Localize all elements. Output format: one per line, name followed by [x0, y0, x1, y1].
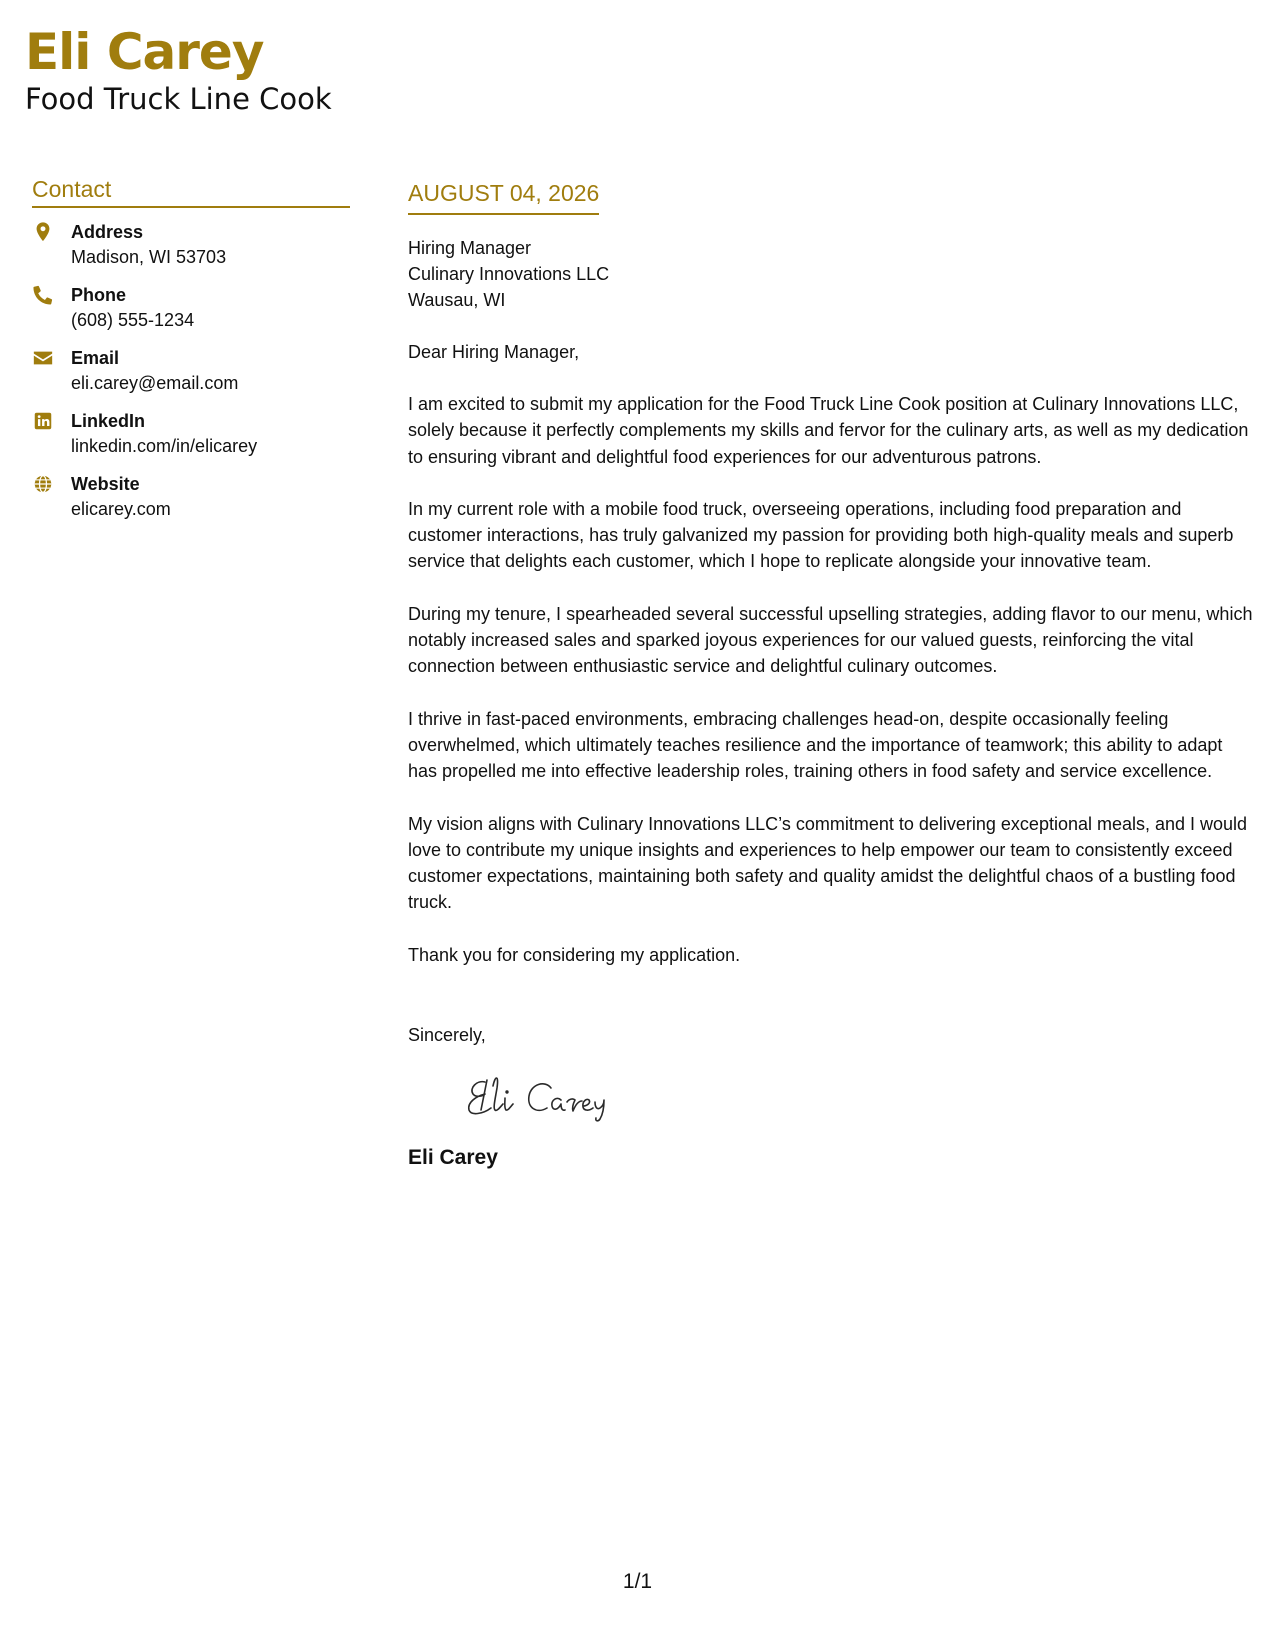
signoff: Sincerely,: [408, 1024, 486, 1045]
applicant-name: Eli Carey: [25, 23, 264, 81]
website-value[interactable]: elicarey.com: [71, 499, 171, 519]
handwritten-signature: [463, 1066, 663, 1124]
signer-name: Eli Carey: [408, 1145, 498, 1169]
contact-list: [32, 220, 350, 535]
contact-label: Address: [71, 222, 144, 242]
letter-paragraph: I am excited to submit my application for the Food Truck Line Cook position at Culinary Innovations LLC, solely because it perfectly complements my skills and fervor for the culinary arts, as well as my dedication to ensuring vibrant and delightful food experiences for our adventurous patrons.: [408, 394, 1249, 467]
contact-label: Phone: [71, 285, 127, 305]
recipient-location: Wausau, WI: [408, 290, 506, 310]
letter-paragraph: I thrive in fast-paced environments, embracing challenges head-on, despite occasionally feeling overwhelmed, which ultimately teaches resilience and the importance of teamwork; this ability to adapt has propelled me into effective leadership roles, training others in food safety and service excellence.: [408, 708, 1223, 782]
letter-body: [408, 178, 1253, 1172]
linkedin-value[interactable]: linkedin.com/in/elicarey: [71, 436, 258, 456]
contact-item-address: [32, 220, 350, 283]
job-title: Food Truck Line Cook: [25, 82, 332, 116]
contact-item-phone: [32, 283, 350, 346]
salutation: Dear Hiring Manager,: [408, 342, 580, 362]
phone-value: (608) 555-1234: [71, 310, 195, 330]
contact-label: LinkedIn: [71, 411, 146, 431]
contact-item-email: [32, 346, 350, 409]
closing-line: Thank you for considering my application.: [408, 944, 741, 965]
phone-icon: [32, 284, 54, 306]
letter-paragraph: In my current role with a mobile food truck, overseeing operations, including food preparation and customer interactions, has truly galvanized my passion for providing both high-quality meals and superb service that delights each customer, which I hope to replicate alongside your innovative team.: [408, 498, 1234, 572]
contact-label: Email: [71, 348, 120, 368]
contact-sidebar: [32, 174, 350, 535]
envelope-icon: [32, 347, 54, 369]
contact-label: Website: [71, 474, 140, 494]
letter-paragraph: My vision aligns with Culinary Innovations LLC’s commitment to delivering exceptional meals, and I would love to contribute my unique insights and experiences to help empower our team to consistently exceed customer expectations, maintaining both safety and quality amidst the delightful chaos of a bustling food truck.: [408, 813, 1248, 913]
contact-heading: Contact: [32, 174, 350, 208]
recipient-title: Hiring Manager: [408, 238, 532, 258]
contact-item-website: [32, 472, 350, 535]
recipient-block: [408, 235, 1253, 313]
globe-icon: [32, 473, 54, 495]
recipient-company: Culinary Innovations LLC: [408, 264, 610, 284]
location-pin-icon: [32, 221, 54, 243]
letter-paragraph: During my tenure, I spearheaded several successful upselling strategies, adding flavor to our menu, which notably increased sales and sparked joyous experiences for our valued guests, reinforcing the vital connection between enthusiastic service and delightful culinary outcomes.: [408, 603, 1253, 677]
address-value: Madison, WI 53703: [71, 247, 227, 267]
page-number: 1/1: [622, 1570, 653, 1593]
letter-date: AUGUST 04, 2026: [408, 178, 599, 215]
contact-item-linkedin: [32, 409, 350, 472]
email-value[interactable]: eli.carey@email.com: [71, 373, 239, 393]
linkedin-icon: [32, 410, 54, 432]
